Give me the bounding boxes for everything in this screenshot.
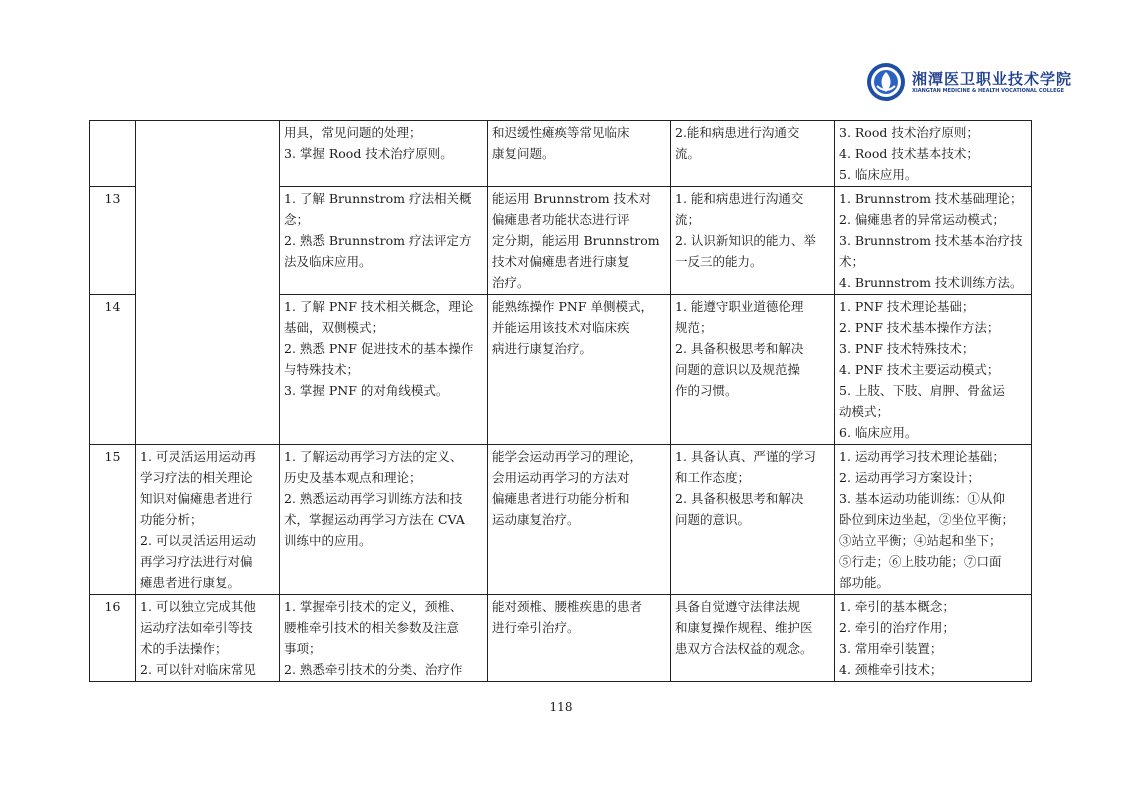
college-name-cn: 湘潭医卫职业技术学院 bbox=[912, 70, 1073, 88]
table-row bbox=[90, 595, 1032, 682]
knowledge-cell: 用具，常见问题的处理； 3. 掌握 Rood 技术治疗原则。 bbox=[280, 121, 488, 187]
quality-cell: 具备自觉遵守法律法规 和康复操作规程、维护医 患双方合法权益的观念。 bbox=[671, 595, 835, 682]
quality-cell: 2.能和病患进行沟通交 流。 bbox=[671, 121, 835, 187]
skills-cell: 能对颈椎、腰椎疾患的患者 进行牵引治疗。 bbox=[488, 595, 671, 682]
skills-cell: 能熟练操作 PNF 单侧模式， 并能运用该技术对临床疾 病进行康复治疗。 bbox=[488, 295, 671, 445]
row-number bbox=[90, 121, 136, 187]
college-name-en: XIANGTAN MEDICINE & HEALTH VOCATIONAL COLLEGE bbox=[912, 88, 1065, 94]
objectives-cell: 1. 可灵活运用运动再 学习疗法的相关理论 知识对偏瘫患者进行 功能分析； 2. 可以灵活运用运动 再学习疗法进行对偏 瘫患者进行康复。 bbox=[136, 445, 280, 595]
quality-cell: 1. 能和病患进行沟通交 流； 2. 认识新知识的能力、举 一反三的能力。 bbox=[671, 187, 835, 295]
knowledge-cell: 1. 了解运动再学习方法的定义、 历史及基本观点和理论； 2. 熟悉运动再学习训练方法和技 术，掌握运动再学习方法在 CVA 训练中的应用。 bbox=[280, 445, 488, 595]
row-number: 16 bbox=[90, 595, 136, 682]
content-cell: 1. Brunnstrom 技术基础理论； 2. 偏瘫患者的异常运动模式； 3. Brunnstrom 技术基本治疗技 术； 4. Brunnstrom 技术训练方法。 bbox=[835, 187, 1032, 295]
content-cell: 1. 牵引的基本概念； 2. 牵引的治疗作用； 3. 常用牵引装置； 4. 颈椎牵引技术； bbox=[835, 595, 1032, 682]
skills-cell: 能运用 Brunnstrom 技术对 偏瘫患者功能状态进行评 定分期，能运用 Brunnstrom 技术对偏瘫患者进行康复 治疗。 bbox=[488, 187, 671, 295]
college-logo bbox=[866, 62, 1073, 106]
curriculum-table bbox=[89, 120, 1032, 682]
knowledge-cell: 1. 了解 PNF 技术相关概念，理论 基础，双侧模式； 2. 熟悉 PNF 促进技术的基本操作 与特殊技术； 3. 掌握 PNF 的对角线模式。 bbox=[280, 295, 488, 445]
table-row bbox=[90, 445, 1032, 595]
page-number: 118 bbox=[549, 700, 573, 714]
quality-cell: 1. 具备认真、严谨的学习 和工作态度； 2. 具备积极思考和解决 问题的意识。 bbox=[671, 445, 835, 595]
knowledge-cell: 1. 掌握牵引技术的定义，颈椎、 腰椎牵引技术的相关参数及注意 事项； 2. 熟悉牵引技术的分类、治疗作 bbox=[280, 595, 488, 682]
content-cell: 1. 运动再学习技术理论基础； 2. 运动再学习方案设计； 3. 基本运动功能训练：①从仰 卧位到床边坐起，②坐位平衡； ③站立平衡；④站起和坐下； ⑤行走；⑥上肢功能；⑦口面 部功能。 bbox=[835, 445, 1032, 595]
content-cell: 1. PNF 技术理论基础； 2. PNF 技术基本操作方法； 3. PNF 技术特殊技术； 4. PNF 技术主要运动模式； 5. 上肢、下肢、肩胛、骨盆运 动模式； 6. 临床应用。 bbox=[835, 295, 1032, 445]
objectives-cell: 1. 可以独立完成其他 运动疗法如牵引等技 术的手法操作； 2. 可以针对临床常见 bbox=[136, 595, 280, 682]
row-number: 15 bbox=[90, 445, 136, 595]
row-number: 13 bbox=[90, 187, 136, 295]
quality-cell: 1. 能遵守职业道德伦理 规范； 2. 具备积极思考和解决 问题的意识以及规范操 作的习惯。 bbox=[671, 295, 835, 445]
skills-cell: 能学会运动再学习的理论， 会用运动再学习的方法对 偏瘫患者进行功能分析和 运动康复治疗。 bbox=[488, 445, 671, 595]
content-cell: 3. Rood 技术治疗原则； 4. Rood 技术基本技术； 5. 临床应用。 bbox=[835, 121, 1032, 187]
skills-cell: 和迟缓性瘫痪等常见临床 康复问题。 bbox=[488, 121, 671, 187]
table-row bbox=[90, 121, 1032, 187]
knowledge-cell: 1. 了解 Brunnstrom 疗法相关概 念； 2. 熟悉 Brunnstrom 疗法评定方 法及临床应用。 bbox=[280, 187, 488, 295]
objectives-cell bbox=[136, 121, 280, 445]
row-number: 14 bbox=[90, 295, 136, 445]
college-emblem-icon bbox=[866, 62, 906, 102]
